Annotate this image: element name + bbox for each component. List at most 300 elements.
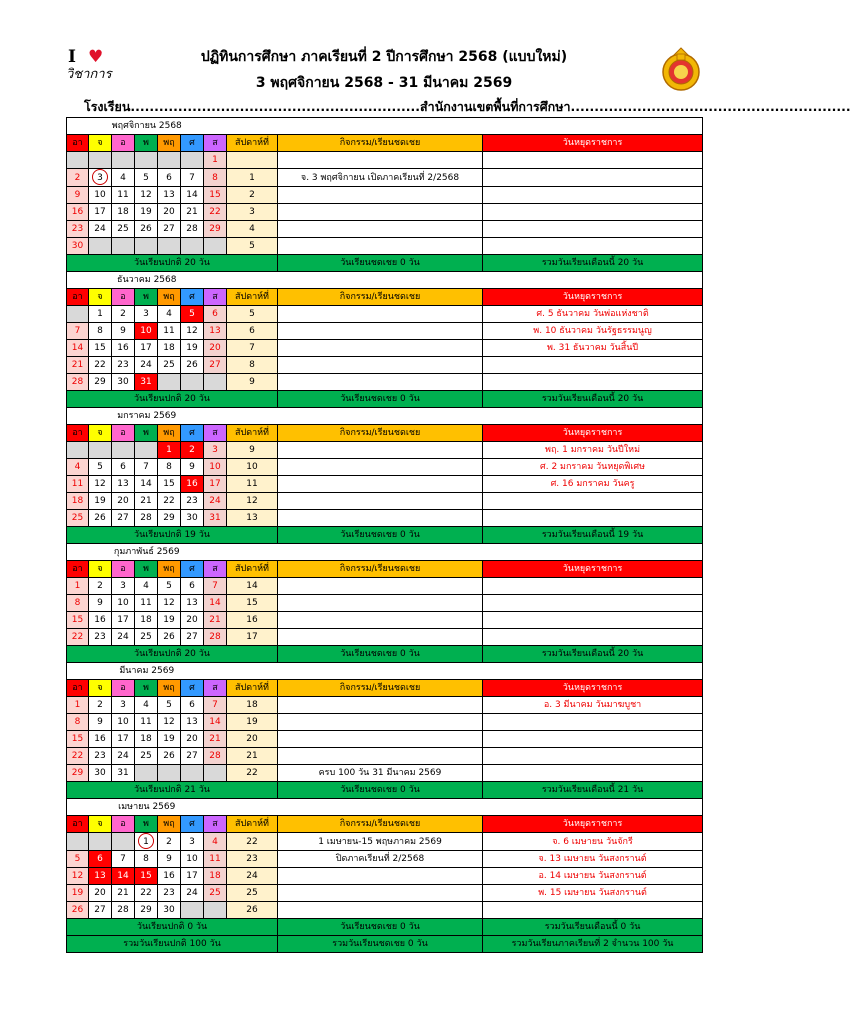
- day-cell: 23: [67, 221, 89, 238]
- month-title-row: [67, 118, 703, 135]
- day-header: พ: [135, 425, 158, 442]
- day-cell: 14: [67, 340, 89, 357]
- summary-total: รวมวันเรียนเดือนนี้ 20 วัน: [483, 646, 703, 663]
- day-cell: [112, 152, 135, 169]
- week-number: 5: [227, 238, 278, 255]
- day-cell: 19: [135, 204, 158, 221]
- holiday-cell: [483, 357, 703, 374]
- activity-cell: [278, 459, 483, 476]
- activity-cell: [278, 152, 483, 169]
- activity-cell: [278, 221, 483, 238]
- day-cell: 10: [204, 459, 227, 476]
- week-row: [67, 152, 703, 169]
- day-cell: 28: [204, 629, 227, 646]
- week-number: 1: [227, 169, 278, 187]
- day-cell: 2: [89, 697, 112, 714]
- month-title-filler: [227, 118, 703, 135]
- holiday-header: วันหยุดราชการ: [483, 561, 703, 578]
- day-cell: 16: [67, 204, 89, 221]
- day-cell: 2: [112, 306, 135, 323]
- activity-header: กิจกรรม/เรียนชดเชย: [278, 816, 483, 833]
- activity-cell: [278, 374, 483, 391]
- day-cell: 21: [135, 493, 158, 510]
- day-cell: 7: [204, 697, 227, 714]
- date-range: 3 พฤศจิกายน 2568 - 31 มีนาคม 2569: [255, 75, 513, 91]
- day-cell: 30: [158, 902, 181, 919]
- day-cell: 14: [112, 868, 135, 885]
- day-cell: 20: [158, 204, 181, 221]
- day-cell: 17: [112, 612, 135, 629]
- day-cell: 12: [158, 714, 181, 731]
- day-cell: 26: [158, 629, 181, 646]
- day-cell: 29: [158, 510, 181, 527]
- day-header: อ: [112, 425, 135, 442]
- holiday-header: วันหยุดราชการ: [483, 816, 703, 833]
- holiday-cell: [483, 731, 703, 748]
- week-number: 17: [227, 629, 278, 646]
- day-cell: 27: [89, 902, 112, 919]
- day-cell: 20: [89, 885, 112, 902]
- day-cell: 4: [67, 459, 89, 476]
- day-cell: [89, 238, 112, 255]
- day-cell: 26: [67, 902, 89, 919]
- day-cell: 27: [158, 221, 181, 238]
- day-header: อ: [112, 289, 135, 306]
- day-cell: [112, 238, 135, 255]
- day-header-row: [67, 425, 703, 442]
- summary-makeup: วันเรียนชดเชย 0 วัน: [278, 255, 483, 272]
- holiday-cell: จ. 6 เมษายน วันจักรี: [483, 833, 703, 851]
- day-cell: 6: [181, 578, 204, 595]
- holiday-cell: [483, 612, 703, 629]
- month-summary-row: [67, 919, 703, 936]
- day-cell: 2: [67, 169, 89, 187]
- activity-cell: ปิดภาคเรียนที่ 2/2568: [278, 851, 483, 868]
- activity-cell: จ. 3 พฤศจิกายน เปิดภาคเรียนที่ 2/2568: [278, 169, 483, 187]
- week-row: [67, 204, 703, 221]
- month-title-filler: [227, 544, 703, 561]
- day-cell: 18: [158, 340, 181, 357]
- day-cell: 15: [89, 340, 112, 357]
- month-title-row: [67, 272, 703, 289]
- activity-cell: [278, 238, 483, 255]
- week-number: 24: [227, 868, 278, 885]
- day-cell: 6: [112, 459, 135, 476]
- month-summary-row: [67, 527, 703, 544]
- day-cell: 28: [181, 221, 204, 238]
- summary-regular: วันเรียนปกติ 21 วัน: [67, 782, 278, 799]
- day-cell: 20: [181, 731, 204, 748]
- day-cell: 13: [204, 323, 227, 340]
- activity-header: กิจกรรม/เรียนชดเชย: [278, 680, 483, 697]
- day-cell: 12: [89, 476, 112, 493]
- day-cell: 21: [67, 357, 89, 374]
- day-cell: [67, 306, 89, 323]
- day-header: ศ: [181, 135, 204, 152]
- week-number: 25: [227, 885, 278, 902]
- day-cell: 18: [204, 868, 227, 885]
- day-header: อา: [67, 561, 89, 578]
- day-cell: [158, 152, 181, 169]
- day-cell: 27: [204, 357, 227, 374]
- week-number: 3: [227, 204, 278, 221]
- day-cell: 24: [135, 357, 158, 374]
- month-name: มกราคม 2569: [67, 408, 227, 425]
- day-cell: 5: [135, 169, 158, 187]
- day-cell: 6: [181, 697, 204, 714]
- holiday-cell: [483, 221, 703, 238]
- day-header: พ: [135, 816, 158, 833]
- day-cell: 1: [89, 306, 112, 323]
- day-cell: 13: [158, 187, 181, 204]
- week-row: [67, 578, 703, 595]
- week-number: 6: [227, 323, 278, 340]
- holiday-cell: [483, 152, 703, 169]
- day-cell: 29: [135, 902, 158, 919]
- activity-cell: [278, 612, 483, 629]
- day-cell: 27: [181, 629, 204, 646]
- day-cell: [135, 833, 158, 851]
- week-row: [67, 629, 703, 646]
- day-cell: 19: [67, 885, 89, 902]
- day-header: ส: [204, 680, 227, 697]
- week-row: [67, 885, 703, 902]
- holiday-cell: พ. 10 ธันวาคม วันรัฐธรรมนูญ: [483, 323, 703, 340]
- day-cell: [67, 442, 89, 459]
- week-row: [67, 238, 703, 255]
- day-cell: 14: [204, 714, 227, 731]
- week-row: [67, 868, 703, 885]
- week-row: [67, 731, 703, 748]
- day-cell: [67, 833, 89, 851]
- week-row: [67, 306, 703, 323]
- day-cell: 13: [89, 868, 112, 885]
- grand-total-semester: รวมวันเรียนภาคเรียนที่ 2 จำนวน 100 วัน: [483, 936, 703, 953]
- day-cell: 11: [135, 714, 158, 731]
- day-cell: 2: [181, 442, 204, 459]
- week-number: 19: [227, 714, 278, 731]
- month-title-filler: [227, 408, 703, 425]
- week-number: 23: [227, 851, 278, 868]
- day-cell: 6: [89, 851, 112, 868]
- week-row: [67, 221, 703, 238]
- day-cell: 1: [67, 578, 89, 595]
- day-cell: 20: [204, 340, 227, 357]
- day-header: พฤ: [158, 289, 181, 306]
- day-header: ส: [204, 816, 227, 833]
- activity-cell: [278, 902, 483, 919]
- week-number: [227, 152, 278, 169]
- day-header: อ: [112, 680, 135, 697]
- week-number: 13: [227, 510, 278, 527]
- day-cell: 24: [112, 629, 135, 646]
- month-title-row: [67, 799, 703, 816]
- day-cell: 10: [135, 323, 158, 340]
- month-summary-row: [67, 646, 703, 663]
- week-number: 8: [227, 357, 278, 374]
- day-cell: 31: [112, 765, 135, 782]
- day-header: จ: [89, 135, 112, 152]
- day-cell: 16: [158, 868, 181, 885]
- month-title-row: [67, 663, 703, 680]
- day-cell: [135, 238, 158, 255]
- grand-total-makeup: รวมวันเรียนชดเชย 0 วัน: [278, 936, 483, 953]
- day-cell: 10: [112, 714, 135, 731]
- day-cell: 26: [181, 357, 204, 374]
- day-cell: [112, 442, 135, 459]
- day-cell: 20: [112, 493, 135, 510]
- holiday-cell: ศ. 5 ธันวาคม วันพ่อแห่งชาติ: [483, 306, 703, 323]
- day-cell: 22: [67, 748, 89, 765]
- holiday-cell: อ. 14 เมษายน วันสงกรานต์: [483, 868, 703, 885]
- day-header: พ: [135, 680, 158, 697]
- day-cell: 5: [158, 697, 181, 714]
- day-cell: 18: [67, 493, 89, 510]
- day-cell: 7: [67, 323, 89, 340]
- day-cell: 6: [158, 169, 181, 187]
- holiday-header: วันหยุดราชการ: [483, 289, 703, 306]
- day-cell: 19: [158, 731, 181, 748]
- week-header: สัปดาห์ที่: [227, 561, 278, 578]
- week-row: [67, 476, 703, 493]
- holiday-cell: [483, 595, 703, 612]
- heart-icon: ♥: [88, 47, 104, 67]
- day-cell: [112, 833, 135, 851]
- month-name: มีนาคม 2569: [67, 663, 227, 680]
- day-cell: 7: [135, 459, 158, 476]
- day-cell: 24: [181, 885, 204, 902]
- summary-total: รวมวันเรียนเดือนนี้ 19 วัน: [483, 527, 703, 544]
- day-cell: [135, 765, 158, 782]
- week-row: [67, 902, 703, 919]
- day-cell: [89, 169, 112, 187]
- grand-total-regular: รวมวันเรียนปกติ 100 วัน: [67, 936, 278, 953]
- activity-cell: [278, 868, 483, 885]
- day-cell: 1: [67, 697, 89, 714]
- day-header: ส: [204, 425, 227, 442]
- day-cell: [181, 765, 204, 782]
- day-cell: 25: [158, 357, 181, 374]
- day-header: พฤ: [158, 135, 181, 152]
- day-cell: [158, 765, 181, 782]
- day-header: ศ: [181, 816, 204, 833]
- activity-header: กิจกรรม/เรียนชดเชย: [278, 289, 483, 306]
- day-header-row: [67, 680, 703, 697]
- holiday-cell: [483, 169, 703, 187]
- day-cell: 15: [158, 476, 181, 493]
- day-cell: 18: [135, 612, 158, 629]
- week-number: 9: [227, 374, 278, 391]
- day-cell: 7: [204, 578, 227, 595]
- day-cell: 23: [89, 748, 112, 765]
- day-cell: 9: [89, 714, 112, 731]
- day-header: ส: [204, 561, 227, 578]
- day-cell: 27: [112, 510, 135, 527]
- day-cell: 28: [67, 374, 89, 391]
- grand-total-row: [67, 936, 703, 953]
- holiday-cell: [483, 510, 703, 527]
- day-cell: 30: [112, 374, 135, 391]
- week-row: [67, 459, 703, 476]
- day-cell: 10: [181, 851, 204, 868]
- day-header: อ: [112, 816, 135, 833]
- activity-cell: [278, 510, 483, 527]
- day-header: จ: [89, 680, 112, 697]
- day-cell: 12: [135, 187, 158, 204]
- month-summary-row: [67, 782, 703, 799]
- day-header: อา: [67, 425, 89, 442]
- summary-total: รวมวันเรียนเดือนนี้ 20 วัน: [483, 255, 703, 272]
- day-cell: 29: [67, 765, 89, 782]
- activity-header: กิจกรรม/เรียนชดเชย: [278, 561, 483, 578]
- day-cell: [181, 374, 204, 391]
- month-name: ธันวาคม 2568: [67, 272, 227, 289]
- day-cell: [89, 442, 112, 459]
- day-cell: 8: [89, 323, 112, 340]
- activity-cell: [278, 340, 483, 357]
- day-cell: 17: [204, 476, 227, 493]
- day-cell: 4: [158, 306, 181, 323]
- day-cell: [181, 238, 204, 255]
- day-cell: 22: [67, 629, 89, 646]
- day-cell: [67, 152, 89, 169]
- activity-cell: [278, 323, 483, 340]
- day-cell: 20: [181, 612, 204, 629]
- holiday-header: วันหยุดราชการ: [483, 425, 703, 442]
- day-header: อา: [67, 289, 89, 306]
- holiday-cell: พ. 31 ธันวาคม วันสิ้นปี: [483, 340, 703, 357]
- day-cell: 25: [112, 221, 135, 238]
- day-header-row: [67, 289, 703, 306]
- week-number: 15: [227, 595, 278, 612]
- day-header: อา: [67, 816, 89, 833]
- day-cell: 30: [181, 510, 204, 527]
- summary-total: รวมวันเรียนเดือนนี้ 21 วัน: [483, 782, 703, 799]
- month-summary-row: [67, 255, 703, 272]
- holiday-cell: อ. 3 มีนาคม วันมาฆบูชา: [483, 697, 703, 714]
- day-cell: 15: [67, 731, 89, 748]
- day-cell: 5: [89, 459, 112, 476]
- day-header: พฤ: [158, 561, 181, 578]
- week-row: [67, 169, 703, 187]
- holiday-cell: [483, 493, 703, 510]
- holiday-cell: [483, 714, 703, 731]
- activity-cell: 1 เมษายน-15 พฤษภาคม 2569: [278, 833, 483, 851]
- logo-text: วิชาการ: [66, 67, 112, 82]
- day-header: พฤ: [158, 680, 181, 697]
- day-cell: [204, 902, 227, 919]
- day-cell: 23: [181, 493, 204, 510]
- activity-cell: [278, 204, 483, 221]
- day-cell: 10: [89, 187, 112, 204]
- day-cell: 16: [112, 340, 135, 357]
- activity-cell: [278, 493, 483, 510]
- day-cell: 13: [181, 595, 204, 612]
- day-cell: 24: [89, 221, 112, 238]
- day-cell: 6: [204, 306, 227, 323]
- day-cell: 15: [204, 187, 227, 204]
- day-cell: 26: [135, 221, 158, 238]
- week-row: [67, 340, 703, 357]
- day-cell: 9: [112, 323, 135, 340]
- day-cell: 23: [89, 629, 112, 646]
- week-number: 22: [227, 833, 278, 851]
- day-cell: 24: [204, 493, 227, 510]
- week-number: 2: [227, 187, 278, 204]
- day-header: ศ: [181, 680, 204, 697]
- day-cell: 23: [112, 357, 135, 374]
- day-cell: 19: [89, 493, 112, 510]
- week-row: [67, 357, 703, 374]
- month-name: เมษายน 2569: [67, 799, 227, 816]
- day-cell: 30: [89, 765, 112, 782]
- week-row: [67, 714, 703, 731]
- month-title-row: [67, 544, 703, 561]
- day-header: พ: [135, 561, 158, 578]
- week-number: 4: [227, 221, 278, 238]
- day-cell: 11: [204, 851, 227, 868]
- day-cell: [89, 152, 112, 169]
- week-row: [67, 612, 703, 629]
- summary-makeup: วันเรียนชดเชย 0 วัน: [278, 919, 483, 936]
- day-header: ศ: [181, 425, 204, 442]
- activity-header: กิจกรรม/เรียนชดเชย: [278, 425, 483, 442]
- day-cell: 4: [135, 697, 158, 714]
- day-cell: 2: [89, 578, 112, 595]
- day-cell: 17: [112, 731, 135, 748]
- day-cell: 12: [67, 868, 89, 885]
- day-cell: 31: [135, 374, 158, 391]
- month-title-filler: [227, 799, 703, 816]
- day-cell: 22: [158, 493, 181, 510]
- day-cell: 19: [181, 340, 204, 357]
- activity-cell: [278, 629, 483, 646]
- activity-cell: [278, 357, 483, 374]
- day-cell: 5: [67, 851, 89, 868]
- day-header: จ: [89, 425, 112, 442]
- day-cell: 14: [204, 595, 227, 612]
- day-cell: 4: [204, 833, 227, 851]
- summary-regular: วันเรียนปกติ 20 วัน: [67, 255, 278, 272]
- holiday-cell: [483, 629, 703, 646]
- day-cell: 27: [181, 748, 204, 765]
- week-header: สัปดาห์ที่: [227, 289, 278, 306]
- summary-total: รวมวันเรียนเดือนนี้ 20 วัน: [483, 391, 703, 408]
- day-cell: 4: [112, 169, 135, 187]
- week-row: [67, 510, 703, 527]
- day-cell: 22: [135, 885, 158, 902]
- week-number: 11: [227, 476, 278, 493]
- day-cell: 23: [158, 885, 181, 902]
- week-row: [67, 748, 703, 765]
- activity-cell: [278, 306, 483, 323]
- holiday-cell: [483, 238, 703, 255]
- holiday-header: วันหยุดราชการ: [483, 135, 703, 152]
- day-cell: 25: [135, 748, 158, 765]
- day-cell: 16: [89, 612, 112, 629]
- day-cell: 14: [181, 187, 204, 204]
- week-number: 5: [227, 306, 278, 323]
- week-number: 16: [227, 612, 278, 629]
- holiday-cell: พฤ. 1 มกราคม วันปีใหม่: [483, 442, 703, 459]
- activity-cell: [278, 885, 483, 902]
- day-cell: 24: [112, 748, 135, 765]
- summary-makeup: วันเรียนชดเชย 0 วัน: [278, 782, 483, 799]
- day-cell: 25: [67, 510, 89, 527]
- week-number: 18: [227, 697, 278, 714]
- day-cell: 9: [158, 851, 181, 868]
- summary-makeup: วันเรียนชดเชย 0 วัน: [278, 646, 483, 663]
